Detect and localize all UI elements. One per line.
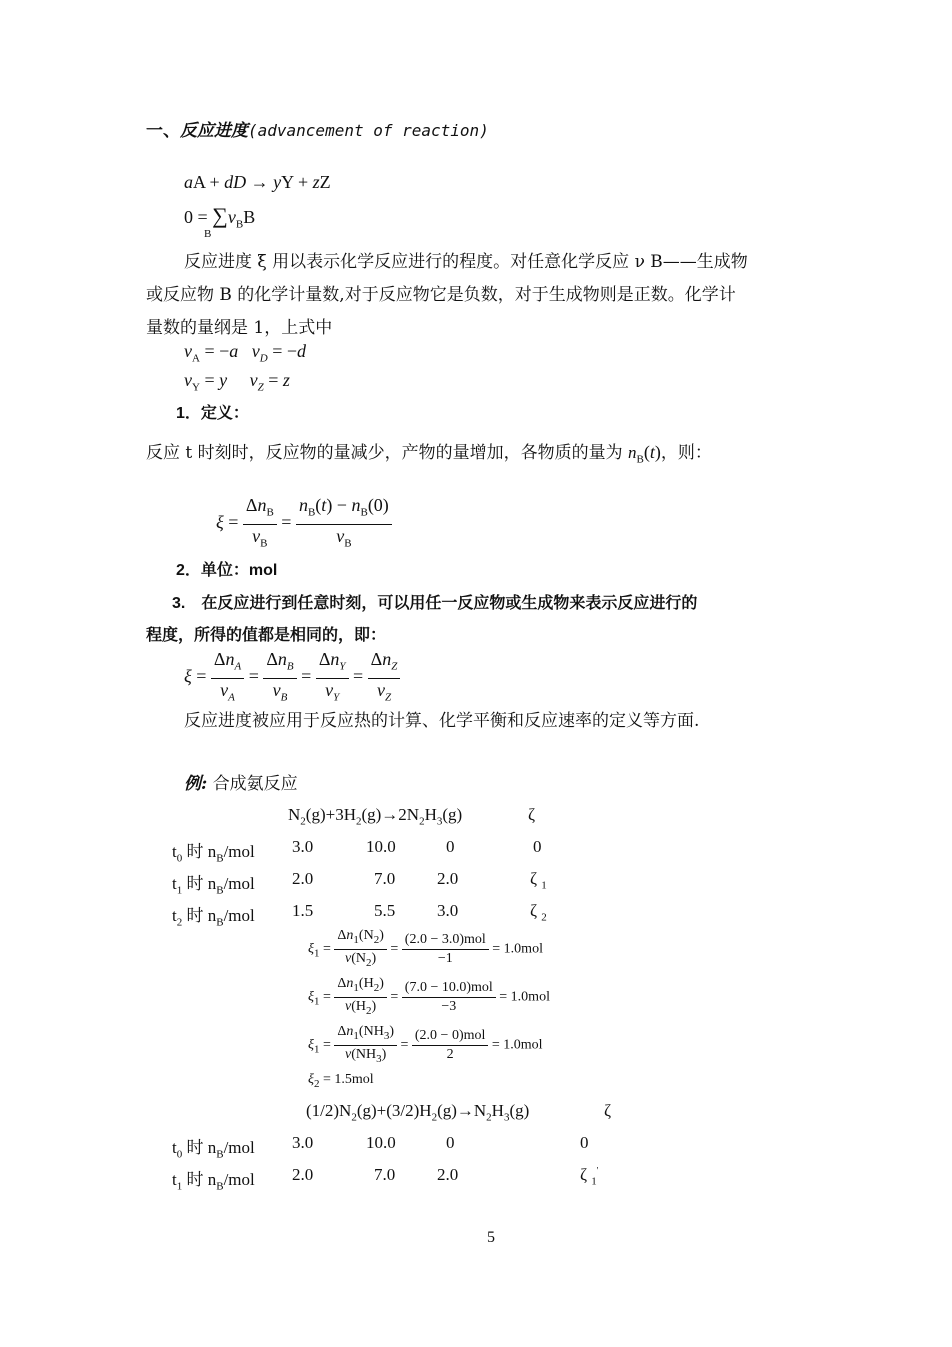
table1-row-label: $t_2$ 时 $n_B$/mol (172, 906, 255, 929)
definition-text: 反应 t 时刻时，反应物的量减少，产物的量增加，各物质的量为 $n_B(t)$，则： (146, 442, 712, 466)
table1-cell: 1.5 (292, 901, 314, 920)
table1-cell: 10.0 (366, 837, 396, 856)
table1-row-label: $t_0$ 时 $n_B$/mol (172, 842, 255, 865)
table2-cell: ζ $_1$' (580, 1165, 599, 1188)
table1-cell: 2.0 (292, 869, 314, 888)
reaction-1-zeta: ζ (528, 805, 536, 824)
point3-line-1: 3. 在反应进行到任意时刻，可以用任一反应物或生成物来表示反应进行的 (172, 595, 698, 612)
sum-subscript: B (204, 228, 212, 240)
nu-values-line-2: $\nu_Y = y$ $\nu_Z = z$ (184, 370, 290, 394)
table1-cell: 3.0 (437, 901, 459, 920)
table2-cell: 10.0 (366, 1133, 396, 1152)
example-heading (184, 768, 298, 800)
table1-cell: 5.5 (374, 901, 396, 920)
calc-h2: $\xi_1$ = $\frac{\Delta n_1(H_2)}{\nu(H_2)}$ = $\frac{\text{(7.0 − 10.0)mol}}{-3}$ = 1.0mol (308, 976, 550, 1017)
reaction-2-zeta: ζ (604, 1101, 612, 1120)
intro-line-3: 量数的量纲是 1，上式中 (146, 318, 333, 338)
application-text: 反应进度被应用于反应热的计算、化学平衡和反应速率的定义等方面. (184, 711, 700, 731)
xi-definition-equation: ξ = $\frac{\Delta n_B}{\nu_B}$ = $\frac{n_B(t) - n_B(0)}{\nu_B}$ (216, 494, 392, 554)
calc-nh3: $\xi_1$ = $\frac{\Delta n_1(NH_3)}{\nu(NH_3)}$ = $\frac{\text{(2.0 − 0)mol}}{2}$ = 1.0mol (308, 1024, 543, 1065)
table1-cell: 2.0 (437, 869, 459, 888)
section-title: 一、反应进度(advancement of reaction) (146, 121, 489, 141)
page-number: 5 (487, 1229, 495, 1246)
table1-cell: ζ $_1$ (530, 869, 547, 892)
intro-line-1: 反应进度 ξ 用以表示化学反应进行的程度。对任意化学反应 ν B——生成物 (184, 252, 748, 272)
general-reaction-equation: aA + dD → yY + zZ (184, 172, 331, 192)
xi-equality-chain: ξ = $\frac{\Delta n_A}{\nu_A}$ = $\frac{\Delta n_B}{\nu_B}$ = $\frac{\Delta n_Y}{\nu_Y}$ = $\frac{\Delta n_Z}{\nu_Z}$ (184, 648, 400, 708)
table1-row-label: $t_1$ 时 $n_B$/mol (172, 874, 255, 897)
table2-cell: 0 (446, 1133, 455, 1152)
nu-values-line-1: $\nu_A = -a$ $\nu_D = -d$ (184, 341, 307, 365)
example-label: 例: (184, 774, 208, 794)
table2-cell: 2.0 (292, 1165, 314, 1184)
point3-line-2: 程度，所得的值都是相同的，即： (146, 627, 387, 644)
table1-cell: 7.0 (374, 869, 396, 888)
table2-cell: 2.0 (437, 1165, 459, 1184)
definition-heading: 1．定义： (176, 405, 249, 422)
calc-n2: $\xi_1$ = $\frac{\Delta n_1(N_2)}{\nu(N_2)}$ = $\frac{\text{(2.0 − 3.0)mol}}{-1}$ = 1.0mol (308, 928, 543, 969)
reaction-1: $N_2(g)+3H_2(g)\to 2N_2H_3(g)$ (288, 805, 463, 828)
table1-cell: 3.0 (292, 837, 314, 856)
table2-row-label: $t_1$ 时 $n_B$/mol (172, 1170, 255, 1193)
intro-line-2: 或反应物 B 的化学计量数,对于反应物它是负数，对于生成物则是正数。化学计 (146, 285, 736, 305)
table2-cell: 3.0 (292, 1133, 314, 1152)
stoichiometric-sum-equation: $0 = \sum\nu_BB$ (184, 203, 256, 231)
reaction-2: $(1/2)N_2(g)+(3/2)H_2(g)\to N_2H_3(g)$ (306, 1101, 530, 1124)
xi2-value: $\xi_2 = 1.5mol$ (308, 1072, 374, 1090)
unit-heading: 2．单位：mol (176, 562, 278, 579)
table2-cell: 0 (580, 1133, 589, 1152)
table1-cell: 0 (446, 837, 455, 856)
table1-cell: 0 (533, 837, 542, 856)
table2-cell: 7.0 (374, 1165, 396, 1184)
table2-row-label: $t_0$ 时 $n_B$/mol (172, 1138, 255, 1161)
table1-cell: ζ $_2$ (530, 901, 547, 924)
example-title: 合成氨反应 (212, 774, 298, 794)
